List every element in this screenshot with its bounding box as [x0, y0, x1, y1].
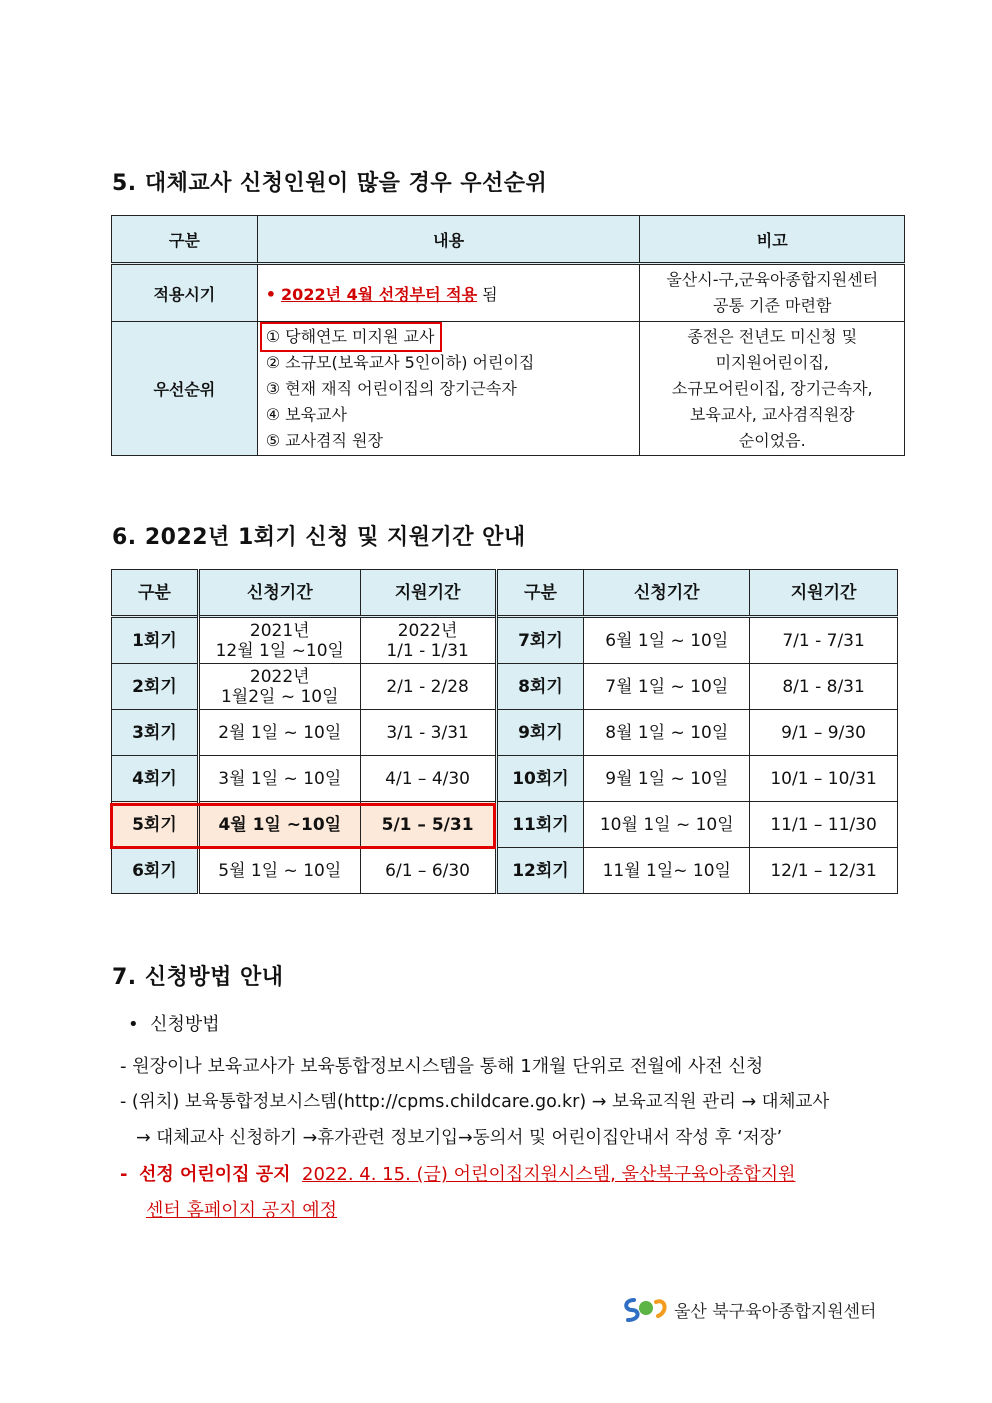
period-note-line1: 울산시-구,군육아종합지원센터: [666, 270, 879, 289]
section6-heading: 6. 2022년 1회기 신청 및 지원기간 안내: [112, 525, 526, 550]
method-line-1: - 원장이나 보육교사가 보육통합정보시스템을 통해 1개월 단위로 전월에 사전 신청: [120, 1056, 764, 1077]
method-line-4: [120, 1160, 796, 1186]
apply-year: 2022년: [249, 666, 310, 687]
schedule-table: [111, 569, 898, 894]
apply-right: [584, 617, 750, 664]
hdr-apply-right: 신청기간: [584, 570, 750, 617]
round-left-label: 6회기: [132, 860, 177, 881]
schedule-rows: [112, 617, 898, 894]
support-left: [360, 848, 496, 894]
hdr-apply-left: 신청기간: [198, 570, 360, 617]
apply-right-dates: 7월 1일 ~ 10일: [605, 676, 729, 697]
priority-list-cell: [257, 322, 640, 456]
round-left: [112, 848, 199, 894]
apply-left: [198, 617, 360, 664]
priority-item-1: ① 당해연도 미지원 교사: [266, 324, 640, 350]
bullet-dot: •: [128, 1014, 139, 1035]
support-right: [750, 756, 898, 802]
support-dates: 6/1 – 6/30: [385, 860, 470, 881]
notice-date: 2022. 4. 15. (금) 어린이집지원시스템, 울산북구육아종합지원: [302, 1164, 796, 1185]
round-right: [496, 664, 584, 710]
apply-right: [584, 756, 750, 802]
round-right-label: 9회기: [518, 722, 563, 743]
priority-note-line: 보육교사, 교사겸직원장: [689, 404, 855, 424]
apply-right-dates: 11월 1일~ 10일: [602, 860, 731, 881]
schedule-row: [112, 848, 898, 894]
round-right: [496, 802, 584, 848]
support-dates: 2/1 - 2/28: [386, 676, 469, 697]
schedule-row: [112, 710, 898, 756]
apply-right-dates: 6월 1일 ~ 10일: [605, 630, 729, 651]
priority-item-3: ③ 현재 재직 어린이집의 장기근속자: [265, 378, 517, 398]
section7-heading: 7. 신청방법 안내: [112, 965, 284, 990]
support-left: [360, 710, 496, 756]
apply-right: [584, 664, 750, 710]
apply-right-dates: 10월 1일 ~ 10일: [599, 814, 734, 835]
apply-dates: 2월 1일 ~ 10일: [218, 722, 342, 743]
round-right: [496, 756, 584, 802]
hdr-round-left: 구분: [112, 570, 199, 617]
header-content: 내용: [257, 216, 640, 264]
priority-note-line: 미지원어린이집,: [715, 352, 829, 372]
method-bullet: [128, 1010, 220, 1036]
schedule-row: [112, 617, 898, 664]
round-left: [112, 710, 199, 756]
schedule-row: [112, 802, 898, 848]
apply-left: [198, 848, 360, 894]
support-right-dates: 11/1 – 11/30: [770, 814, 877, 835]
hdr-support-right: 지원기간: [750, 570, 898, 617]
row-label-period: 적용시기: [112, 264, 258, 322]
priority-note-line: 순이었음.: [738, 430, 806, 450]
center-logo: [622, 1294, 876, 1324]
priority-table: [111, 215, 905, 456]
logo-mark-icon: [622, 1294, 668, 1324]
notice-label: 선정 어린이집 공지: [138, 1164, 291, 1185]
method-label: 신청방법: [150, 1014, 220, 1035]
round-right: [496, 710, 584, 756]
support-right-dates: 12/1 – 12/31: [770, 860, 877, 881]
support-right: [750, 710, 898, 756]
priority-note: [640, 322, 905, 456]
period-text-tail: 됨: [477, 284, 498, 304]
period-text-red: 2022년 4월 선정부터 적용: [281, 284, 478, 304]
support-left: [360, 756, 496, 802]
period-note: [640, 264, 905, 322]
apply-right-dates: 8월 1일 ~ 10일: [605, 722, 729, 743]
round-right: [496, 848, 584, 894]
schedule-row: [112, 756, 898, 802]
period-content: [257, 264, 640, 322]
round-right-label: 11회기: [512, 814, 569, 835]
round-right: [496, 617, 584, 664]
support-left: [360, 664, 496, 710]
apply-dates: 4월 1일 ~10일: [218, 814, 342, 835]
support-right-dates: 7/1 - 7/31: [782, 630, 865, 651]
round-left: [112, 664, 199, 710]
apply-left: [198, 664, 360, 710]
section5-heading: 5. 대체교사 신청인원이 많을 경우 우선순위: [112, 171, 548, 196]
support-dates: 1/1 - 1/31: [386, 640, 469, 661]
round-left-label: 3회기: [132, 722, 177, 743]
round-right-label: 7회기: [518, 630, 563, 651]
hdr-support-left: 지원기간: [360, 570, 496, 617]
apply-left: [198, 802, 360, 848]
priority-note-line: 종전은 전년도 미신청 및: [687, 326, 858, 346]
header-category: 구분: [112, 216, 258, 264]
apply-year: 2021년: [249, 620, 310, 641]
round-right-label: 12회기: [512, 860, 569, 881]
apply-right: [584, 848, 750, 894]
method-line-5: 센터 홈페이지 공지 예정: [146, 1200, 338, 1221]
apply-dates: 5월 1일 ~ 10일: [218, 860, 342, 881]
round-left-label: 5회기: [132, 814, 177, 835]
period-note-line2: 공통 기준 마련함: [713, 296, 832, 315]
priority-item-2: ② 소규모(보육교사 5인이하) 어린이집: [265, 352, 535, 372]
apply-right-dates: 9월 1일 ~ 10일: [605, 768, 729, 789]
bullet-marker: •: [265, 284, 276, 304]
logo-text: 울산 북구육아종합지원센터: [674, 1301, 877, 1322]
round-left: [112, 756, 199, 802]
schedule-row: [112, 664, 898, 710]
support-right: [750, 664, 898, 710]
apply-right: [584, 802, 750, 848]
support-right-dates: 9/1 – 9/30: [781, 722, 866, 743]
round-left-label: 2회기: [132, 676, 177, 697]
round-left-label: 1회기: [132, 630, 177, 651]
support-right-dates: 8/1 - 8/31: [782, 676, 865, 697]
support-right: [750, 802, 898, 848]
support-right: [750, 848, 898, 894]
apply-left: [198, 756, 360, 802]
header-note: 비고: [640, 216, 905, 264]
priority-item-4: ④ 보육교사: [265, 404, 347, 424]
support-year: 2022년: [397, 620, 458, 641]
priority-item-5: ⑤ 교사겸직 원장: [265, 430, 383, 450]
round-right-label: 8회기: [518, 676, 563, 697]
support-left: [360, 617, 496, 664]
round-left: [112, 617, 199, 664]
support-dates: 3/1 - 3/31: [386, 722, 469, 743]
method-line-2: - (위치) 보육통합정보시스템(http://cpms.childcare.go.kr) → 보육교직원 관리 → 대체교사: [120, 1092, 830, 1112]
priority-note-line: 소규모어린이집, 장기근속자,: [671, 378, 873, 398]
support-left: [360, 802, 496, 848]
round-right-label: 10회기: [512, 768, 569, 789]
apply-dates: 12월 1일 ~10일: [215, 640, 344, 661]
hdr-round-right: 구분: [496, 570, 584, 617]
apply-right: [584, 710, 750, 756]
apply-dates: 3월 1일 ~ 10일: [218, 768, 342, 789]
support-right: [750, 617, 898, 664]
apply-dates: 1월2일 ~ 10일: [220, 686, 339, 707]
support-right-dates: 10/1 – 10/31: [770, 768, 877, 789]
dash: -: [120, 1164, 128, 1185]
priority-list: [266, 324, 640, 454]
support-dates: 4/1 – 4/30: [385, 768, 470, 789]
support-dates: 5/1 – 5/31: [381, 814, 474, 835]
apply-left: [198, 710, 360, 756]
round-left: [112, 802, 199, 848]
method-line-3: → 대체교사 신청하기 →휴가관련 정보기입→동의서 및 어린이집안내서 작성 후 ‘저장’: [136, 1128, 783, 1148]
row-label-priority: 우선순위: [112, 322, 258, 456]
round-left-label: 4회기: [132, 768, 177, 789]
